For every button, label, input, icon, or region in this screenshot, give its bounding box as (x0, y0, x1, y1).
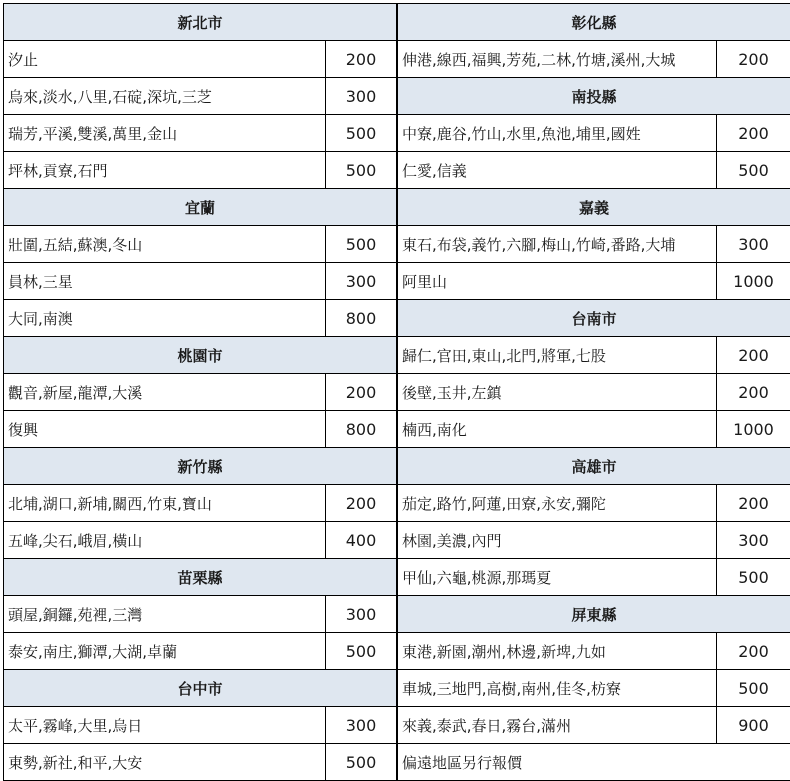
price: 500 (717, 559, 790, 595)
price: 300 (717, 226, 790, 262)
area-names: 瑞芳,平溪,雙溪,萬里,金山 (4, 115, 326, 151)
region-header: 桃園市 (4, 337, 397, 374)
area-names: 東勢,新社,和平,大安 (4, 744, 326, 780)
price: 800 (326, 411, 397, 447)
price: 200 (717, 485, 790, 521)
price: 1000 (717, 263, 790, 299)
price: 500 (326, 152, 397, 188)
table-row (398, 411, 790, 448)
price: 200 (717, 337, 790, 373)
area-names: 汐止 (4, 41, 326, 77)
table-row (398, 559, 790, 596)
area-names: 來義,泰武,春日,霧台,滿州 (398, 707, 717, 743)
price: 500 (717, 670, 790, 706)
table-row (398, 115, 790, 152)
price: 200 (717, 374, 790, 410)
price: 400 (326, 522, 397, 558)
remote-area-note-row (398, 744, 790, 781)
table-row (4, 744, 397, 781)
area-names: 楠西,南化 (398, 411, 717, 447)
area-names: 後壁,玉井,左鎮 (398, 374, 717, 410)
area-names: 頭屋,銅鑼,苑裡,三灣 (4, 596, 326, 632)
price: 500 (326, 744, 397, 780)
region-header: 台南市 (398, 300, 790, 337)
table-row (398, 337, 790, 374)
region-header: 嘉義 (398, 189, 790, 226)
price: 500 (326, 226, 397, 262)
region-header: 南投縣 (398, 78, 790, 115)
table-row (398, 633, 790, 670)
table-row (4, 522, 397, 559)
remote-area-note: 偏遠地區另行報價 (398, 744, 790, 780)
table-row (4, 633, 397, 670)
area-names: 烏來,淡水,八里,石碇,深坑,三芝 (4, 78, 326, 114)
area-names: 五峰,尖石,峨眉,橫山 (4, 522, 326, 558)
table-row (4, 152, 397, 189)
region-header: 屏東縣 (398, 596, 790, 633)
table-row (4, 707, 397, 744)
price: 1000 (717, 411, 790, 447)
price: 200 (717, 41, 790, 77)
price: 200 (326, 374, 397, 410)
table-row (4, 263, 397, 300)
area-names: 員林,三星 (4, 263, 326, 299)
table-row (398, 152, 790, 189)
table-row (398, 707, 790, 744)
area-names: 伸港,線西,福興,芳苑,二林,竹塘,溪州,大城 (398, 41, 717, 77)
left-table (3, 3, 397, 781)
area-names: 歸仁,官田,東山,北門,將軍,七股 (398, 337, 717, 373)
area-names: 阿里山 (398, 263, 717, 299)
area-names: 茄定,路竹,阿蓮,田寮,永安,彌陀 (398, 485, 717, 521)
price: 300 (326, 78, 397, 114)
table-row (398, 41, 790, 78)
table-row (398, 522, 790, 559)
table-row (398, 485, 790, 522)
price: 200 (717, 115, 790, 151)
price: 200 (326, 41, 397, 77)
region-header: 台中市 (4, 670, 397, 707)
price: 200 (717, 633, 790, 669)
table-row (4, 78, 397, 115)
price: 500 (326, 633, 397, 669)
area-names: 甲仙,六龜,桃源,那瑪夏 (398, 559, 717, 595)
region-header: 高雄市 (398, 448, 790, 485)
area-names: 林園,美濃,內門 (398, 522, 717, 558)
table-row (4, 485, 397, 522)
region-header: 新北市 (4, 4, 397, 41)
table-row (398, 374, 790, 411)
price: 900 (717, 707, 790, 743)
region-header: 宜蘭 (4, 189, 397, 226)
area-names: 壯圍,五結,蘇澳,冬山 (4, 226, 326, 262)
region-header: 新竹縣 (4, 448, 397, 485)
table-row (398, 226, 790, 263)
area-names: 北埔,湖口,新埔,關西,竹東,寶山 (4, 485, 326, 521)
price: 500 (326, 115, 397, 151)
area-names: 仁愛,信義 (398, 152, 717, 188)
table-row (4, 596, 397, 633)
area-names: 太平,霧峰,大里,烏日 (4, 707, 326, 743)
price: 800 (326, 300, 397, 336)
area-names: 中寮,鹿谷,竹山,水里,魚池,埔里,國姓 (398, 115, 717, 151)
area-names: 復興 (4, 411, 326, 447)
price: 300 (717, 522, 790, 558)
table-row (4, 300, 397, 337)
table-row (4, 374, 397, 411)
price: 300 (326, 707, 397, 743)
area-names: 泰安,南庄,獅潭,大湖,卓蘭 (4, 633, 326, 669)
table-row (4, 411, 397, 448)
area-names: 車城,三地門,高樹,南州,佳冬,枋寮 (398, 670, 717, 706)
area-names: 東石,布袋,義竹,六腳,梅山,竹崎,番路,大埔 (398, 226, 717, 262)
area-names: 大同,南澳 (4, 300, 326, 336)
table-row (398, 670, 790, 707)
region-header: 苗栗縣 (4, 559, 397, 596)
table-row (4, 115, 397, 152)
area-names: 坪林,貢寮,石門 (4, 152, 326, 188)
area-names: 觀音,新屋,龍潭,大溪 (4, 374, 326, 410)
price: 200 (326, 485, 397, 521)
price: 500 (717, 152, 790, 188)
region-header: 彰化縣 (398, 4, 790, 41)
right-table (397, 3, 790, 781)
price: 300 (326, 596, 397, 632)
table-row (398, 263, 790, 300)
table-row (4, 41, 397, 78)
table-row (4, 226, 397, 263)
price: 300 (326, 263, 397, 299)
area-names: 東港,新園,潮州,林邊,新埤,九如 (398, 633, 717, 669)
